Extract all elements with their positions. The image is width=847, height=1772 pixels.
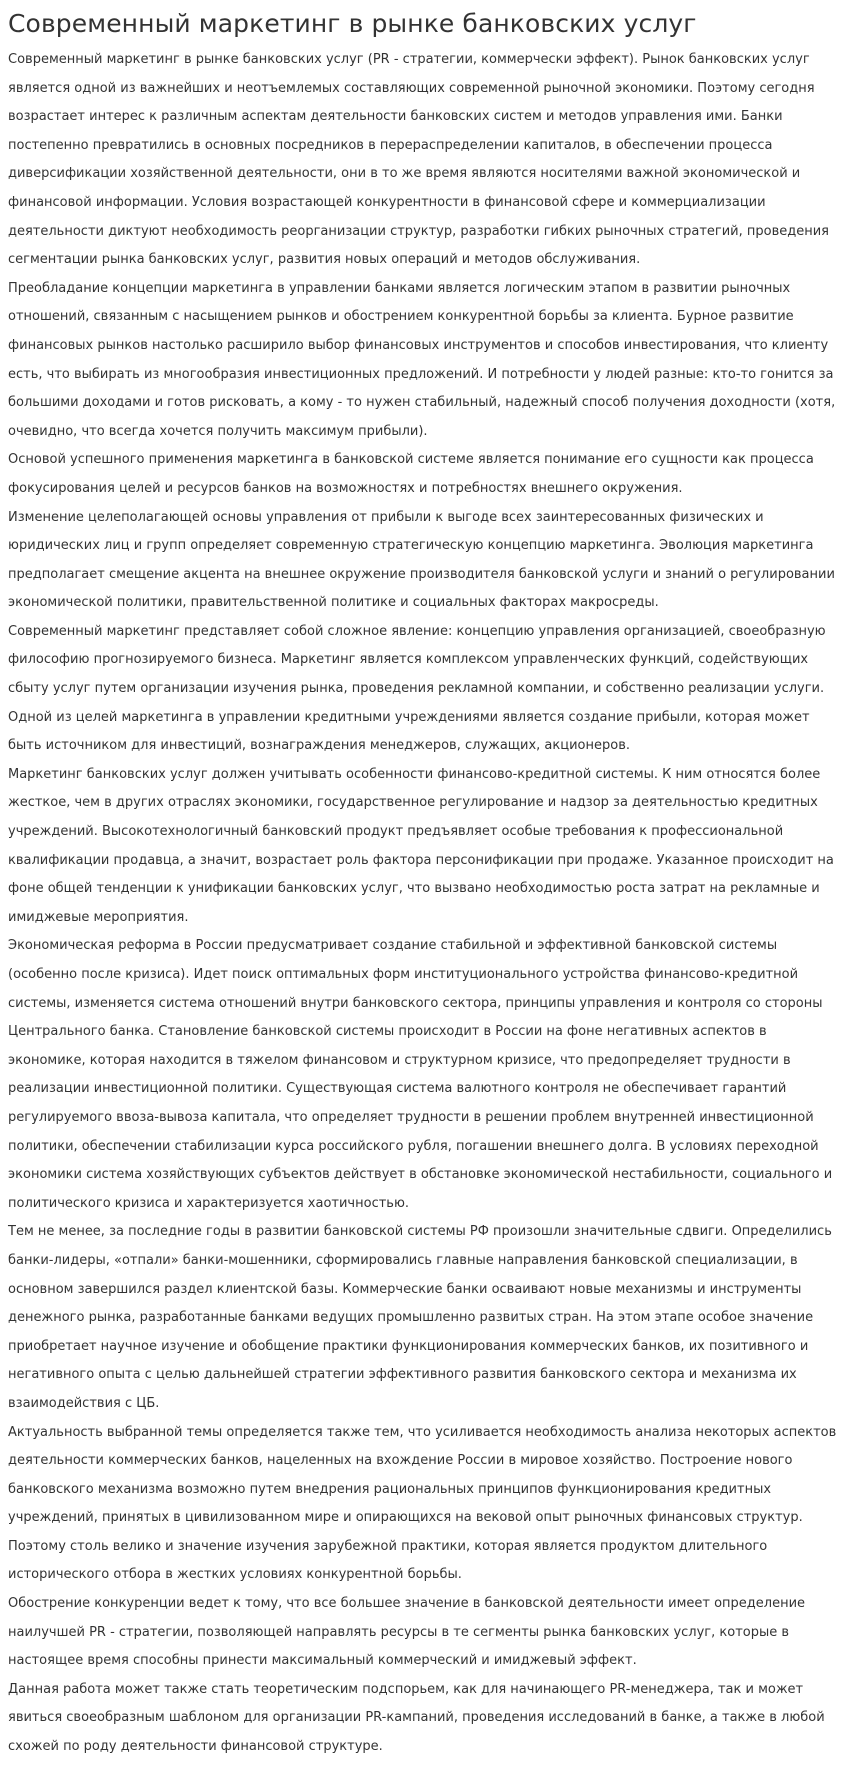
article-paragraph-1: Современный маркетинг в рынке банковских услуг (PR - стратегии, коммерчески эффект). Рынок банковских услуг является одной из важнейших и неотъемлемых составляющих современной рыночной экономики. Поэтому сегодня возрастает интерес к различным аспектам деятельности банковских систем и методов управления ими. Банки постепенно превратились в основных посредников в перераспределении капиталов, в обеспечении процесса диверсификации хозяйственной деятельности, они в то же время являются носителями важной экономической и финансовой информации. Условия возрастающей конкурентности в финансовой сфере и коммерциализации деятельности диктуют необходимость реорганизации структур, разработки гибких рыночных стратегий, проведения сегментации рынка банковских услуг, развития новых операций и методов обслуживания. — [8, 52, 829, 268]
article-title: Современный маркетинг в рынке банковских услуг — [8, 9, 697, 38]
article-paragraph-10: Обострение конкуренции ведет к тому, что все большее значение в банковской деятельности имеет определение наилучшей PR - стратегии, позволяющей направлять ресурсы в те сегменты рынка банковских услуг, которые в настоящее время способны принести максимальный коммерческий и имиджевый эффект. — [8, 1596, 806, 1669]
article-paragraph-11: Данная работа может также стать теоретическим подспорьем, как для начинающего PR-менеджера, так и может явиться своеобразным шаблоном для организации PR-кампаний, проведения исследований в банке, а также в любой схожей по роду деятельности финансовой структуре. — [8, 1681, 825, 1755]
article-paragraph-3: Основой успешного применения маркетинга в банковской системе является понимание его сущности как процесса фокусирования целей и ресурсов банков на возможностях и потребностях внешнего окружения. — [8, 452, 814, 496]
article-body — [8, 46, 839, 1762]
article-paragraph-4: Изменение целеполагающей основы управления от прибыли к выгоде всех заинтересованных физических и юридических лиц и групп определяет современную стратегическую концепцию маркетинга. Эволюция маркетинга предполагает смещение акцента на внешнее окружение производителя банковской услуги и знаний о регулировании экономической политики, правительственной политике и социальных факторах макросреды. — [8, 509, 835, 611]
article-paragraph-2: Преобладание концепции маркетинга в управлении банками является логическим этапом в развитии рыночных отношений, связанным с насыщением рынков и обострением конкурентной борьбы за клиента. Бурное развитие финансовых рынков настолько расширило выбор финансовых инструментов и способов инвестирования, что клиенту есть, что выбирать из многообразия инвестиционных предложений. И потребности у людей разные: кто-то гонится за большими доходами и готов рисковать, а кому - то нужен стабильный, надежный способ получения доходности (хотя, очевидно, что всегда хочется получить максимум прибыли). — [8, 280, 836, 439]
article-paragraph-8: Тем не менее, за последние годы в развитии банковской системы РФ произошли значительные сдвиги. Определились банки-лидеры, «отпали» банки-мошенники, сформировались главные направления банковской специализации, в основном завершился раздел клиентской базы. Коммерческие банки осваивают новые механизмы и инструменты денежного рынка, разработанные банками ведущих промышленно развитых стран. На этом этапе особое значение приобретает научное изучение и обобщение практики функционирования коммерческих банков, их позитивного и негативного опыта с целью дальнейшей стратегии эффективного развития банковского сектора и механизма их взаимодействия с ЦБ. — [8, 1224, 832, 1411]
article-paragraph-7: Экономическая реформа в России предусматривает создание стабильной и эффективной банковской системы (особенно после кризиса). Идет поиск оптимальных форм институционального устройства финансово-кредитной системы, изменяется система отношений внутри банковского сектора, принципы управления и контроля со стороны Центрального банка. Становление банковской системы происходит в России на фоне негативных аспектов в экономике, которая находится в тяжелом финансовом и структурном кризисе, что предопределяет трудности в реализации инвестиционной политики. Существующая система валютного контроля не обеспечивает гарантий регулируемого ввоза-вывоза капитала, что определяет трудности в решении проблем внутренней инвестиционной политики, обеспечении стабилизации курса российского рубля, погашении внешнего долга. В условиях переходной экономики система хозяйствующих субъектов действует в обстановке экономической нестабильности, социального и политического кризиса и характеризуется хаотичностью. — [8, 938, 833, 1211]
article-paragraph-6: Маркетинг банковских услуг должен учитывать особенности финансово-кредитной системы. К ним относятся более жесткое, чем в других отраслях экономики, государственное регулирование и надзор за деятельностью кредитных учреждений. Высокотехнологичный банковский продукт предъявляет особые требования к профессиональной квалификации продавца, а значит, возрастает роль фактора персонификации при продаже. Указанное происходит на фоне общей тенденции к унификации банковских услуг, что вызвано необходимостью роста затрат на рекламные и имиджевые мероприятия. — [8, 766, 834, 925]
article-paragraph-5: Современный маркетинг представляет собой сложное явление: концепцию управления организацией, своеобразную философию прогнозируемого бизнеса. Маркетинг является комплексом управленческих функций, содействующих сбыту услуг путем организации изучения рынка, проведения рекламной компании, и собственно реализации услуги. Одной из целей маркетинга в управлении кредитными учреждениями является создание прибыли, которая может быть источником для инвестиций, вознаграждения менеджеров, служащих, акционеров. — [8, 623, 826, 754]
article-paragraph-9: Актуальность выбранной темы определяется также тем, что усиливается необходимость анализа некоторых аспектов деятельности коммерческих банков, нацеленных на вхождение России в мировое хозяйство. Построение нового банковского механизма возможно путем внедрения рациональных принципов функционирования кредитных учреждений, принятых в цивилизованном мире и опирающихся на вековой опыт рыночных финансовых структур. Поэтому столь велико и значение изучения зарубежной практики, которая является продуктом длительного исторического отбора в жестких условиях конкурентной борьбы. — [8, 1424, 837, 1583]
